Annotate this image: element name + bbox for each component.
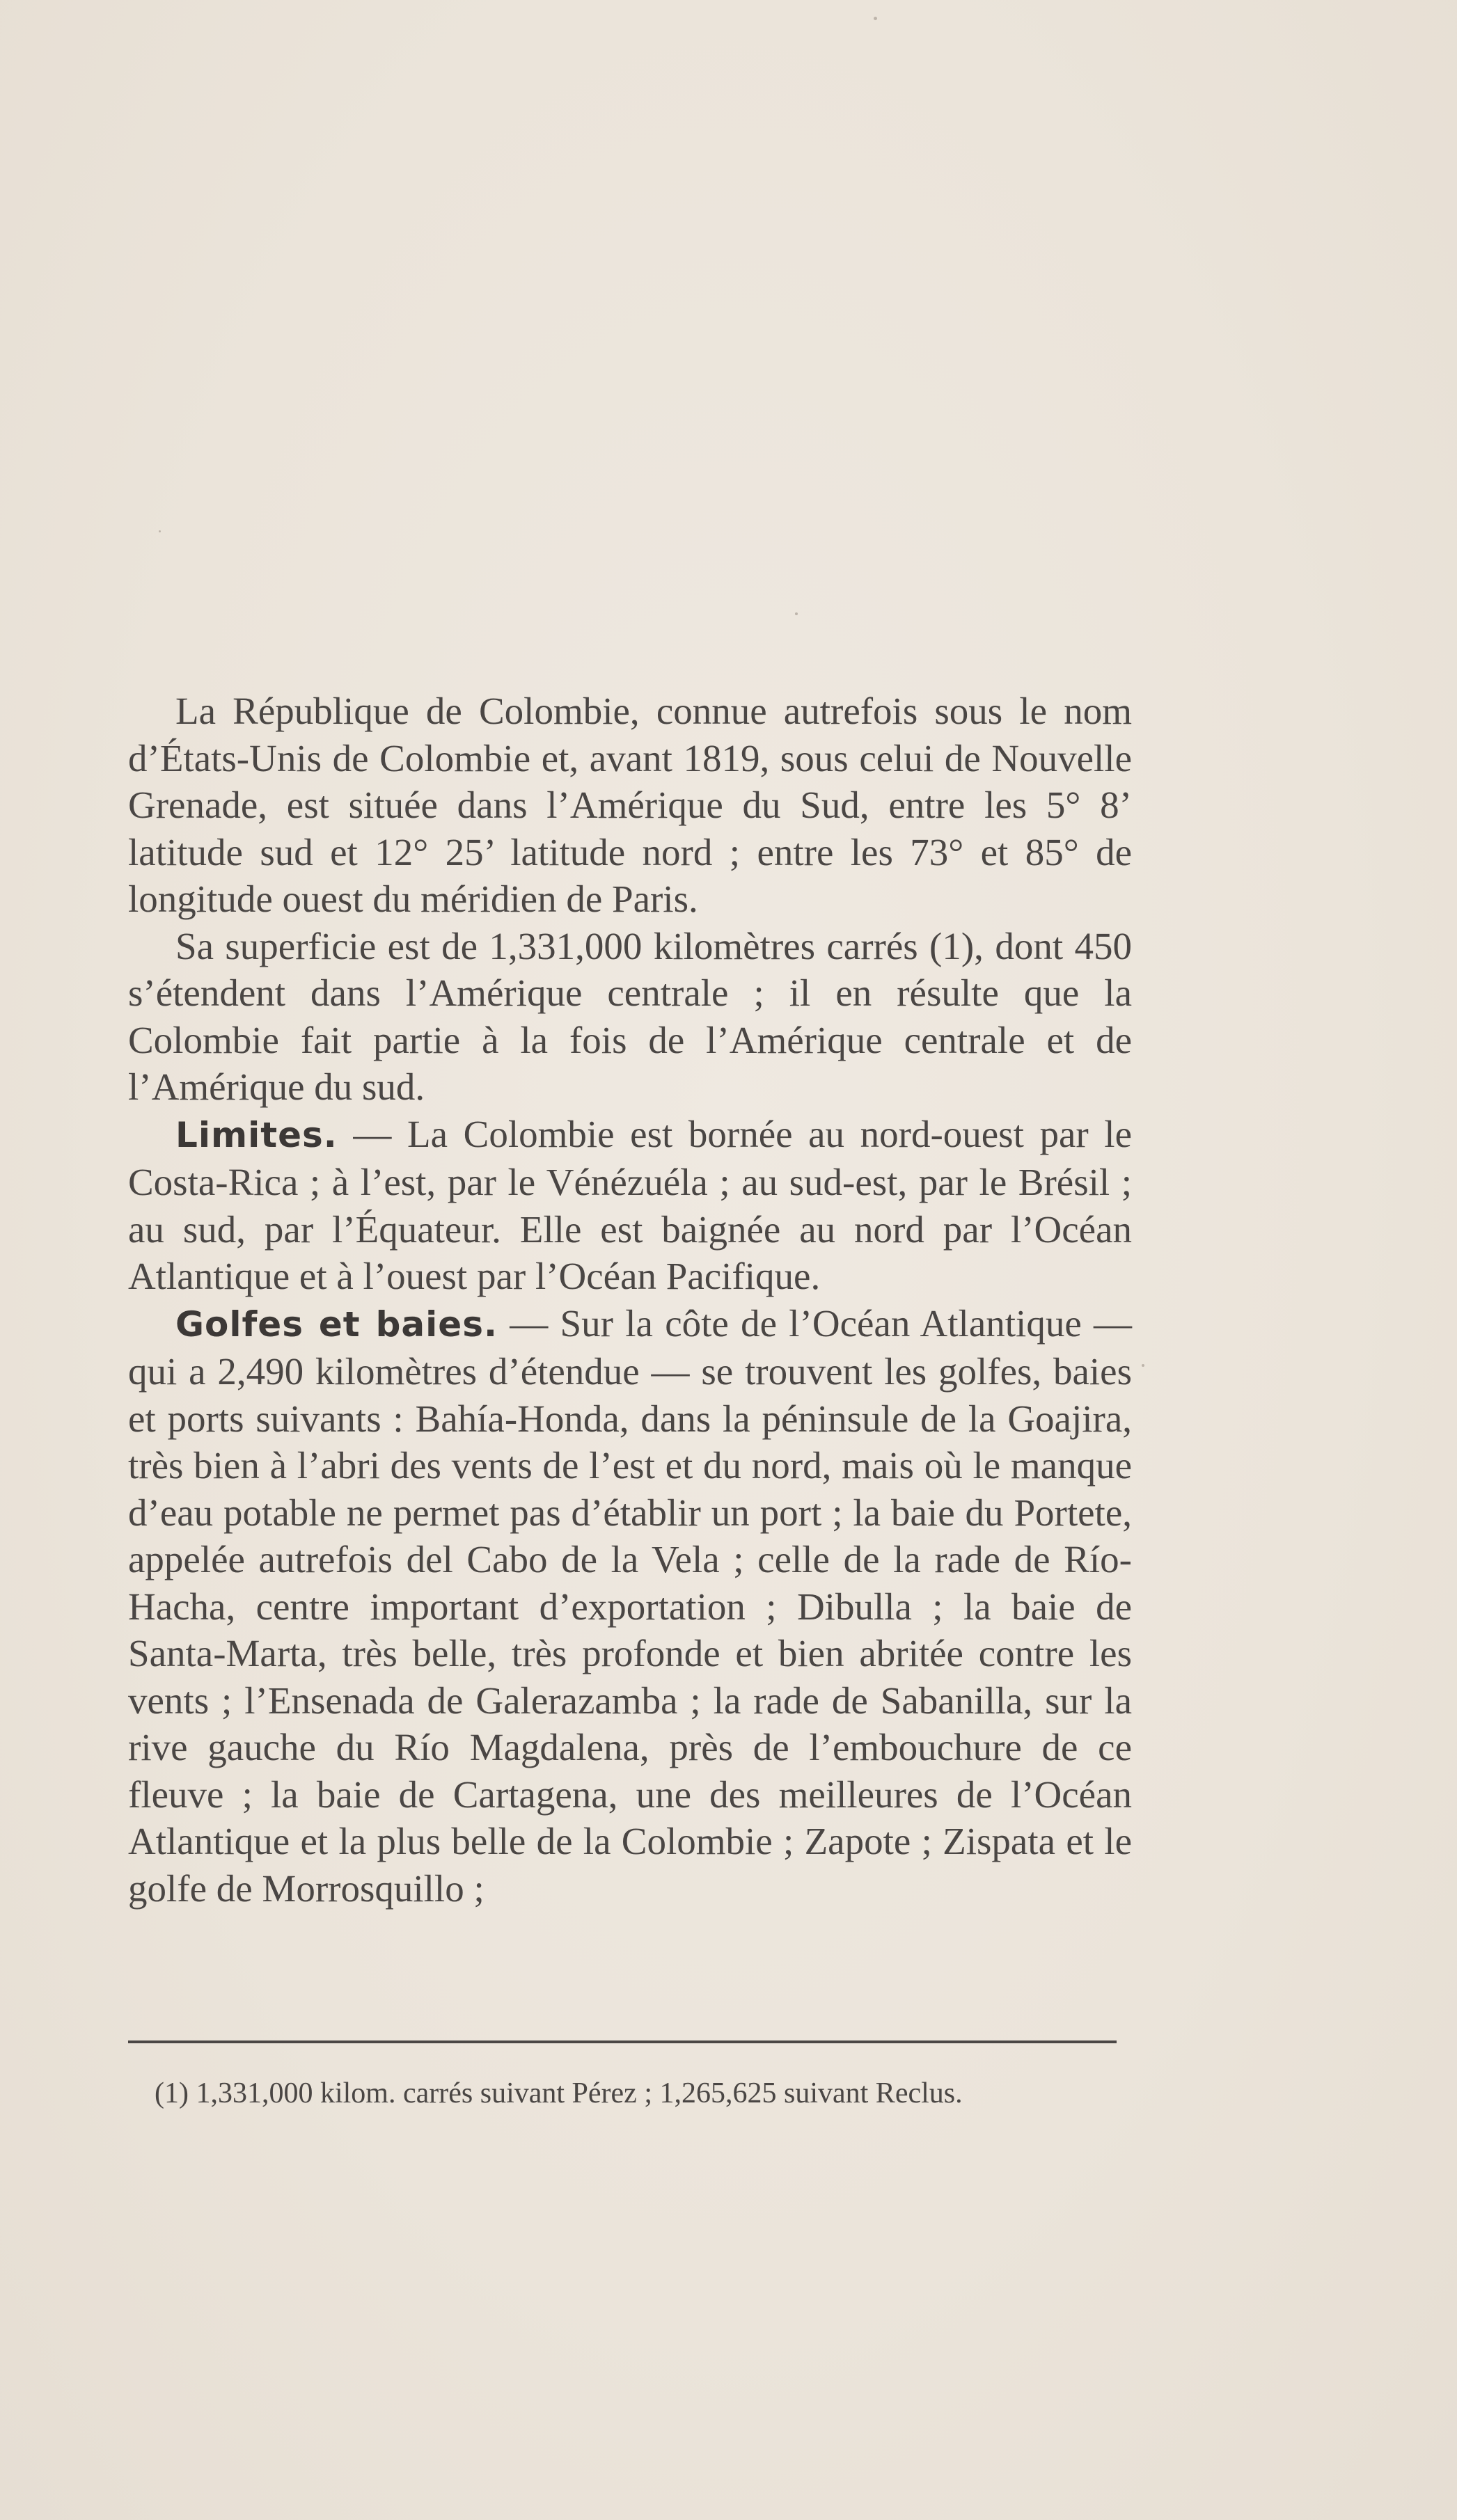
paragraph-superficie-text: Sa superficie est de 1,331,000 kilomètres carrés (1), dont 450 s’étendent dans l’Amérique centrale ; il en résulte que la Colombie fait partie à la fois de l’Amérique centrale et de l’Amérique du sud. [128,924,1132,1108]
section-heading-golfes: Golfes et baies. [175,1303,498,1345]
paper-speck [874,17,877,20]
paper-speck [795,612,798,615]
section-heading-limites: Limites. [175,1114,338,1155]
paragraph-intro [128,688,1132,923]
footnote-divider [128,2040,1117,2043]
paragraph-golfes [128,1300,1132,1912]
paragraph-intro-text: La République de Colombie, connue autrefois sous le nom d’États-Unis de Colombie et, avant 1819, sous celui de Nouvelle Grenade, est située dans l’Amérique du Sud, entre les 5° 8’ latitude sud et 12° 25’ latitude nord ; entre les 73° et 85° de longitude ouest du méridien de Paris. [128,690,1132,920]
paper-speck [1142,1364,1144,1367]
paragraph-limites-text: — La Colombie est bornée au nord-ouest par le Costa-Rica ; à l’est, par le Vénézuéla ; au sud-est, par le Brésil ; au sud, par l’Équateur. Elle est baignée au nord par l’Océan Atlantique et à l’ouest par l’Océan Pacifique. [128,1112,1132,1297]
paper-speck [159,530,161,532]
paragraph-superficie [128,923,1132,1111]
body-text [128,688,1132,1912]
paragraph-golfes-text: — Sur la côte de l’Océan Atlantique — qui a 2,490 kilomètres d’étendue — se trouvent les golfes, baies et ports suivants : Bahía-Honda, dans la péninsule de la Goajira, très bien à l’abri des vents de l’est et du nord, mais où le manque d’eau potable ne permet pas d’établir un port ; la baie du Portete, appelée autrefois del Cabo de la Vela ; celle de la rade de Río-Hacha, centre important d’exportation ; Dibulla ; la baie de Santa-Marta, très belle, très profonde et bien abritée contre les vents ; l’Ensenada de Galerazamba ; la rade de Sabanilla, sur la rive gauche du Río Magdalena, près de l’embouchure de ce fleuve ; la baie de Cartagena, une des meilleures de l’Océan Atlantique et la plus belle de la Colombie ; Zapote ; Zispata et le golfe de Morrosquillo ; [128,1301,1133,1910]
footnote: (1) 1,331,000 kilom. carrés suivant Pérez ; 1,265,625 suivant Reclus. [155,2077,963,2109]
paragraph-limites [128,1111,1132,1300]
